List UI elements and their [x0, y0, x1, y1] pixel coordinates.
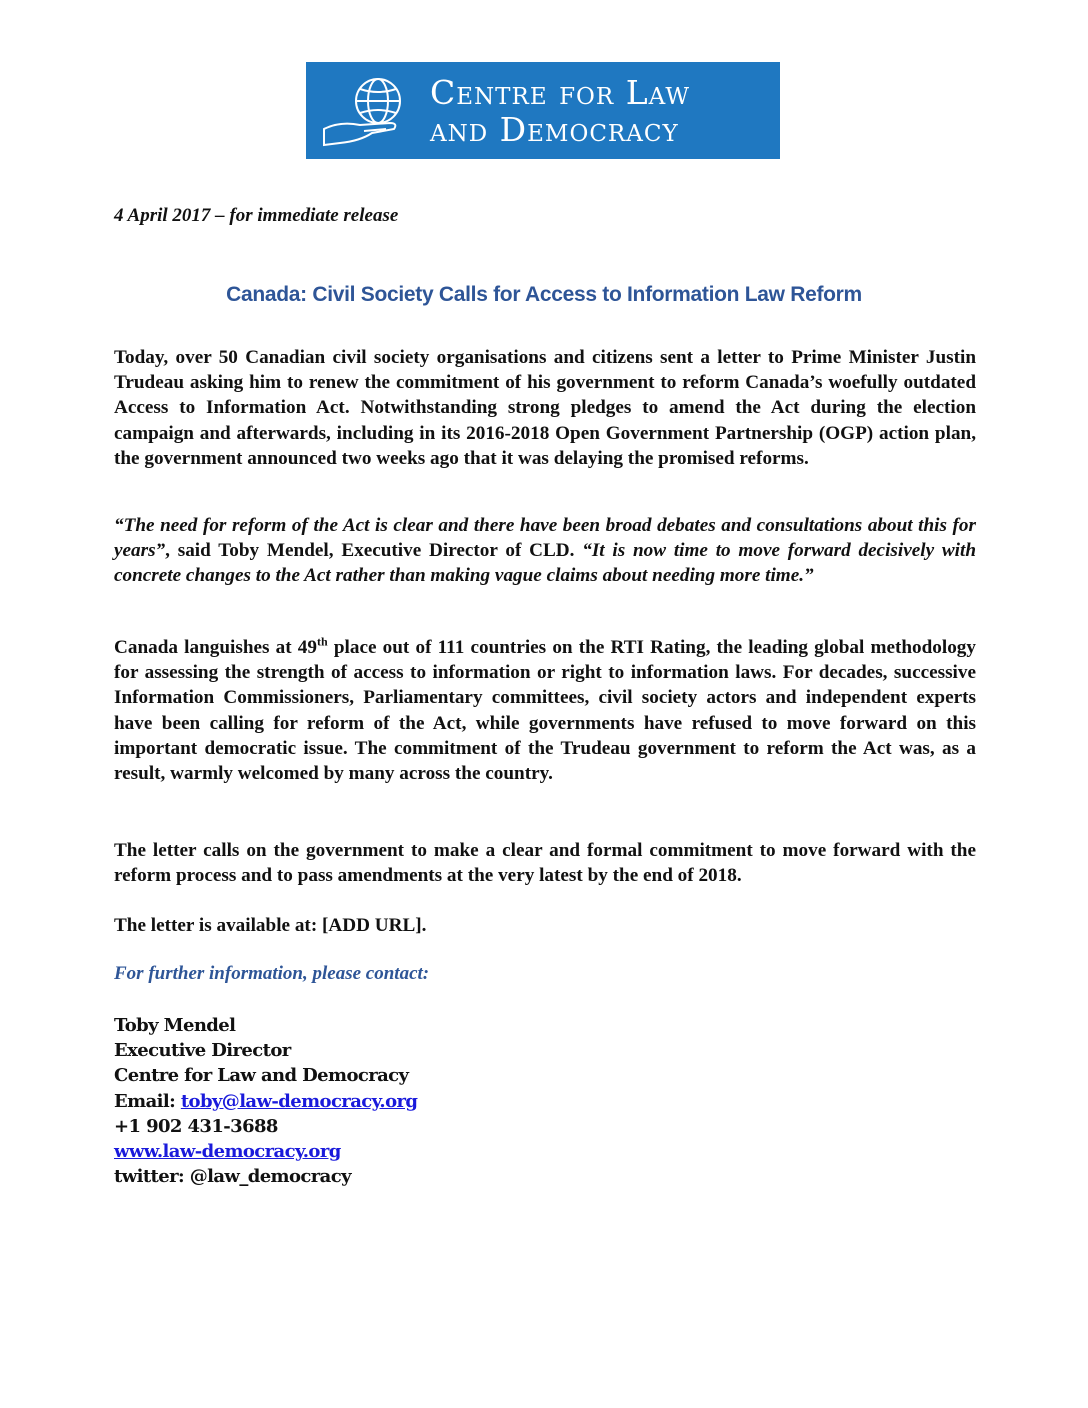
rti-start: Canada languishes at 49	[114, 637, 317, 658]
logo-line-2: and Democracy	[430, 109, 679, 149]
contact-website-line	[114, 1139, 417, 1164]
website-link[interactable]: www.law-democracy.org	[114, 1141, 341, 1163]
logo-banner	[306, 62, 780, 159]
contact-phone: +1 902 431-3688	[114, 1115, 278, 1137]
logo-line-1: Centre for Law	[430, 72, 690, 112]
release-date: 4 April 2017 – for immediate release	[114, 205, 399, 226]
contact-heading: For further information, please contact:	[114, 963, 430, 984]
quote-attribution: , said Toby Mendel, Executive Director of CLD.	[165, 540, 583, 562]
paragraph-letter-calls: The letter calls on the government to make a clear and formal commitment to move forward with the reform process and to pass amendments at the very latest by the end of 2018.	[114, 840, 976, 887]
contact-name: Toby Mendel	[114, 1015, 236, 1036]
quote-part-2: “It is now time to move forward decisively with concrete changes to the Act rather than making vague claims about needing more time.”	[114, 540, 976, 587]
quote-part-1: “The need for reform of the Act is clear and there have been broad debates and consultations about this for years”	[114, 515, 976, 562]
rti-rest: place out of 111 countries on the RTI Rating, the leading global methodology for assessing the strength of access to information or right to information laws. For decades, successive Information Commissioners, Parliamentary committees, civil society actors and independent experts have been calling for reform of the Act, while governments have refused to move forward on this important democratic issue. The commitment of the Trudeau government to reform the Act was, as a result, warmly welcomed by many across the country.	[114, 637, 976, 785]
contact-role: Executive Director	[114, 1040, 291, 1062]
contact-org: Centre for Law and Democracy	[114, 1065, 409, 1087]
paragraph-rti-rating	[114, 635, 976, 786]
press-release-title: Canada: Civil Society Calls for Access to Information Law Reform	[226, 283, 862, 306]
paragraph-intro: Today, over 50 Canadian civil society organisations and citizens sent a letter to Prime Minister Justin Trudeau asking him to renew the commitment of his government to reform Canada’s woefully outdated Access to Information Act. Notwithstanding strong pledges to amend the Act during the election campaign and afterwards, including in its 2016-2018 Open Government Partnership (OGP) action plan, the government announced two weeks ago that it was delaying the promised reforms.	[114, 347, 976, 469]
contact-email-line	[114, 1089, 417, 1114]
paragraph-letter-url: The letter is available at: [ADD URL].	[114, 915, 427, 936]
paragraph-quote	[114, 513, 976, 589]
contact-twitter: twitter: @law_democracy	[114, 1166, 351, 1188]
logo-text	[430, 72, 690, 149]
contact-block	[114, 1013, 417, 1189]
email-label: Email:	[114, 1090, 181, 1112]
globe-in-hand-icon	[320, 71, 420, 151]
email-link[interactable]: toby@law-democracy.org	[180, 1090, 418, 1112]
ordinal-suffix: th	[317, 634, 328, 649]
